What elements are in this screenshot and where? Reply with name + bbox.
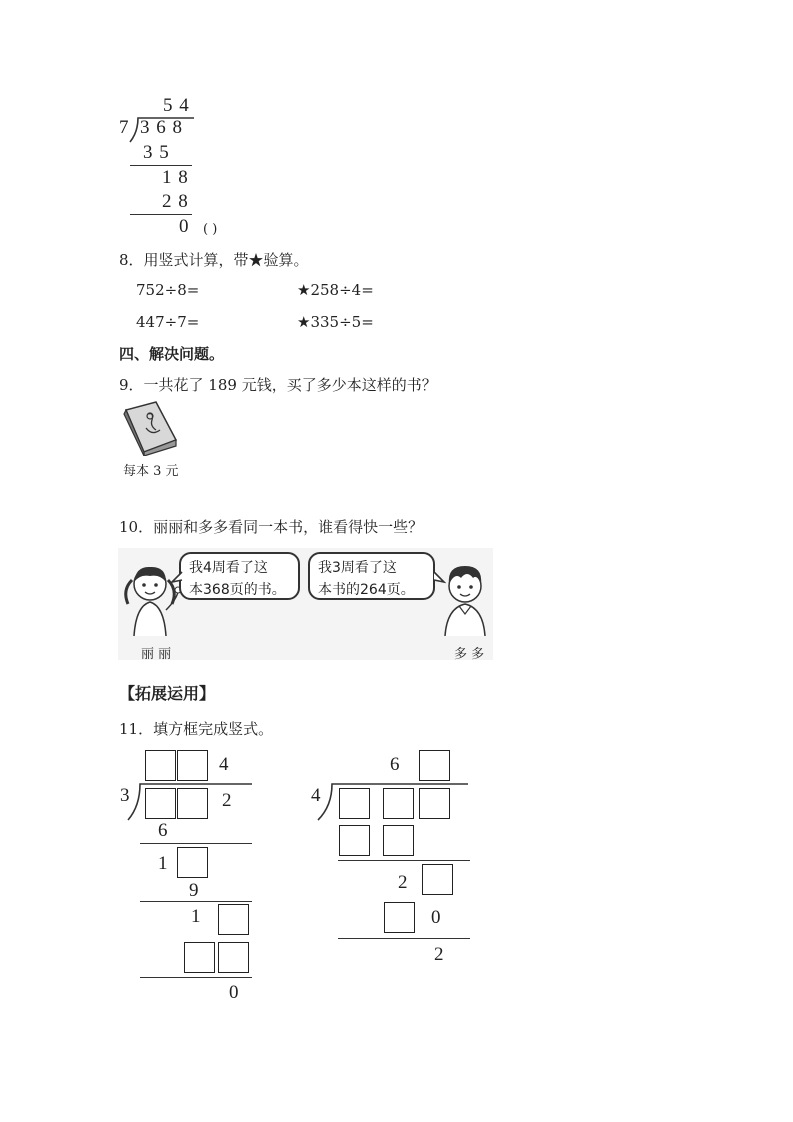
bubble-right-line-1: 我3周看了这 (318, 560, 397, 576)
step-digit: 2 (398, 872, 408, 893)
remainder: 0 (179, 216, 189, 237)
remainder: 2 (434, 944, 444, 965)
section-title: 【拓展运用】 (119, 684, 216, 703)
divisor: 4 (311, 785, 321, 806)
step-1: 3 5 (143, 142, 170, 163)
q8-item-1: 752÷8= (136, 281, 200, 299)
quotient-digit: 6 (390, 754, 400, 775)
quotient: 5 4 (163, 95, 190, 116)
answer-box[interactable] (177, 750, 208, 781)
step-digit: 9 (189, 880, 199, 901)
remainder: 0 (229, 982, 239, 1003)
speech-bubble-left (179, 552, 300, 600)
quotient-digit: 4 (219, 754, 229, 775)
name-duoduo: 多 多 (454, 647, 485, 662)
q8-item-2: ★258÷4= (297, 281, 374, 299)
divider-line (140, 977, 252, 978)
step-digit: 6 (158, 820, 168, 841)
dividend: 3 6 8 (140, 117, 183, 138)
divider-line (140, 843, 252, 844)
answer-box[interactable] (383, 788, 414, 819)
book-price: 每本 3 元 (123, 464, 179, 479)
divider-line (130, 165, 192, 166)
bubble-left-tail (170, 570, 184, 586)
answer-box[interactable] (145, 750, 176, 781)
answer-box[interactable] (383, 825, 414, 856)
answer-box[interactable] (218, 904, 249, 935)
step-3: 2 8 (162, 191, 189, 212)
divider-line (338, 938, 470, 939)
step-digit: 1 (158, 853, 168, 874)
answer-box[interactable] (184, 942, 215, 973)
bubble-left-line-2: 本368页的书。 (189, 582, 286, 598)
answer-box[interactable] (419, 788, 450, 819)
divider-line (338, 860, 470, 861)
answer-box[interactable] (384, 902, 415, 933)
q8-item-4: ★335÷5= (297, 313, 374, 331)
divisor: 7 (119, 117, 129, 138)
speech-bubble-right (308, 552, 435, 600)
book-icon (120, 400, 182, 456)
answer-box[interactable] (339, 788, 370, 819)
question-9-label: 9．一共花了 189 元钱，买了多少本这样的书？ (119, 376, 437, 394)
divider-line (130, 214, 192, 215)
name-lili: 丽 丽 (141, 647, 172, 662)
divisor: 3 (120, 785, 130, 806)
answer-box[interactable] (419, 750, 450, 781)
divider-line (140, 901, 252, 902)
section-title: 四、解决问题。 (119, 345, 225, 363)
question-8-label: 8．用竖式计算，带★验算。 (119, 251, 309, 269)
step-digit: 1 (191, 906, 201, 927)
answer-box[interactable] (422, 864, 453, 895)
q8-item-3: 447÷7= (136, 313, 200, 331)
answer-box[interactable] (177, 847, 208, 878)
answer-box[interactable] (177, 788, 208, 819)
bubble-right-line-2: 本书的264页。 (318, 582, 415, 598)
boy-duoduo-icon (437, 560, 493, 640)
step-2: 1 8 (162, 167, 189, 188)
bubble-left-line-1: 我4周看了这 (189, 560, 268, 576)
step-digit: 0 (431, 907, 441, 928)
answer-box[interactable] (218, 942, 249, 973)
answer-blank[interactable]: ( ) (203, 222, 218, 237)
answer-box[interactable] (339, 825, 370, 856)
question-11-label: 11．填方框完成竖式。 (119, 720, 274, 738)
dividend-digit: 2 (222, 790, 232, 811)
answer-box[interactable] (145, 788, 176, 819)
question-10-label: 10．丽丽和多多看同一本书，谁看得快一些？ (119, 518, 424, 536)
